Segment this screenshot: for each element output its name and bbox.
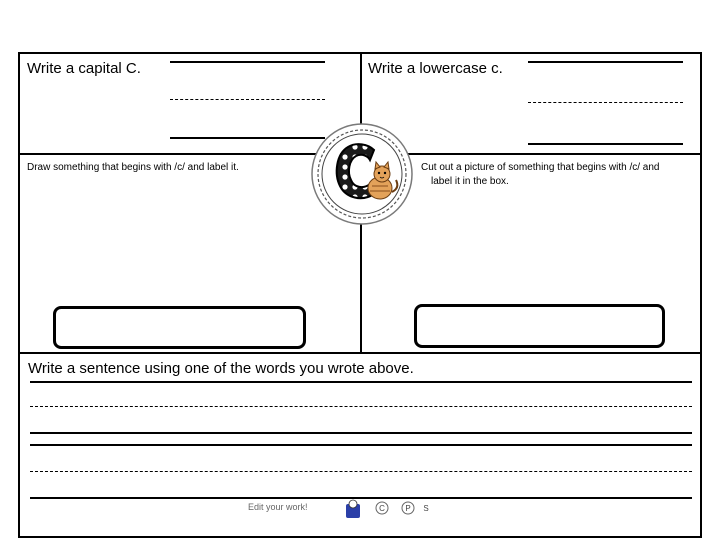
edit-your-work-text: Edit your work!: [248, 502, 308, 512]
pencil-character-icon: [346, 500, 360, 518]
C-letter-icon: [376, 502, 388, 514]
sentence-line-1-top: [30, 381, 692, 383]
S-letter-icon: [423, 504, 428, 513]
lowercase-writing-mid-line: [528, 102, 683, 103]
letter-c-emblem: [310, 122, 414, 226]
cut-out-prompt-line1: Cut out a picture of something that begins with /c/ and: [421, 162, 660, 173]
capital-writing-base-line[interactable]: [170, 137, 325, 139]
capital-writing-top-line: [170, 61, 325, 63]
sentence-line-1-mid: [30, 406, 692, 407]
footer-letter-p: P: [405, 504, 411, 513]
draw-prompt: Draw something that begins with /c/ and label it.: [27, 162, 239, 173]
sentence-line-1-base[interactable]: [30, 432, 692, 434]
editing-checklist-icons: [342, 498, 442, 524]
sentence-line-2-mid: [30, 471, 692, 472]
cut-out-label-box[interactable]: [414, 304, 665, 348]
capital-writing-mid-line: [170, 99, 325, 100]
sentence-line-2-top: [30, 444, 692, 446]
lowercase-writing-base-line[interactable]: [528, 143, 683, 145]
lowercase-writing-top-line: [528, 61, 683, 63]
footer-letter-s: S: [423, 504, 429, 513]
P-letter-icon: [402, 502, 414, 514]
draw-label-box[interactable]: [53, 306, 306, 349]
capital-c-prompt: Write a capital C.: [27, 60, 141, 77]
sentence-prompt: Write a sentence using one of the words you wrote above.: [28, 360, 414, 377]
footer-letter-c: C: [379, 504, 385, 513]
lowercase-c-prompt: Write a lowercase c.: [368, 60, 503, 77]
cut-out-prompt-line2: label it in the box.: [431, 176, 509, 187]
horizontal-divider-bottom: [19, 352, 702, 354]
